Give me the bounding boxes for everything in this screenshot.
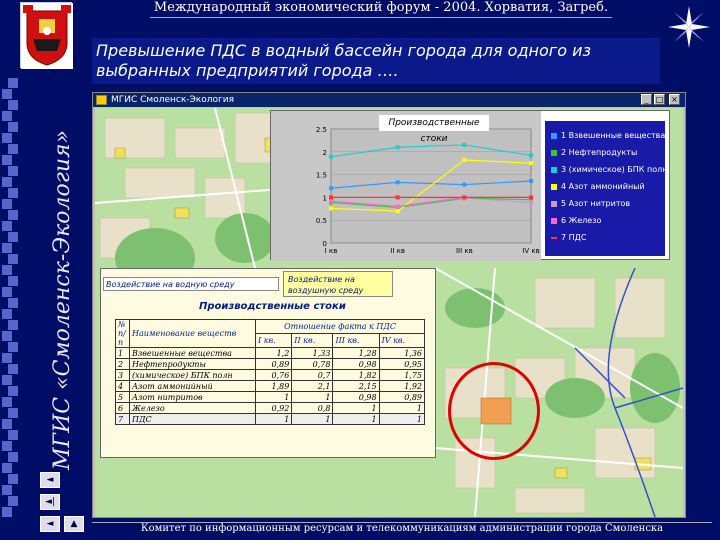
row-no: 2 <box>116 359 130 370</box>
data-point <box>396 145 400 149</box>
legend-swatch <box>551 184 557 190</box>
decorative-square <box>8 496 18 506</box>
legend-swatch <box>551 150 557 156</box>
row-value: 0,89 <box>256 359 292 370</box>
footer-text: Комитет по информационным ресурсам и телекоммуникациям администрации города Смоленска <box>92 522 712 538</box>
row-value: 1,75 <box>379 370 424 381</box>
data-point <box>396 195 400 199</box>
legend-swatch <box>551 218 557 224</box>
legend-item: 6 Железо <box>551 216 601 225</box>
col-no-header: № п/п <box>116 320 130 348</box>
row-name: ПДС <box>130 414 256 425</box>
left-decorative-strip <box>0 0 28 540</box>
first-slide-icon[interactable]: ◄| <box>40 494 60 510</box>
decorative-square <box>8 188 18 198</box>
decorative-square <box>8 364 18 374</box>
row-value: 0,76 <box>256 370 292 381</box>
decorative-square <box>2 397 12 407</box>
row-no: 1 <box>116 348 130 359</box>
row-value: 1,36 <box>379 348 424 359</box>
window-title: МГИС Смоленск-Экология <box>111 95 234 105</box>
discharge-table <box>115 319 425 425</box>
x-tick-label: IV кв <box>522 247 540 255</box>
table-row[interactable] <box>116 359 425 370</box>
data-point <box>329 206 333 210</box>
row-value: 0,98 <box>333 392 379 403</box>
table-row[interactable] <box>116 381 425 392</box>
legend-swatch <box>551 167 557 173</box>
data-point <box>529 153 533 157</box>
vertical-system-title: МГИС «Смоленск-Экология» <box>50 129 75 470</box>
minimize-button[interactable]: _ <box>641 94 652 105</box>
row-value: 0,92 <box>256 403 292 414</box>
prev-slide-icon[interactable]: ◄ <box>40 516 60 532</box>
decorative-square <box>8 144 18 154</box>
decorative-square <box>2 177 12 187</box>
row-value: 1 <box>256 392 292 403</box>
pollution-table-panel <box>100 268 436 458</box>
row-value: 0,7 <box>292 370 333 381</box>
decorative-square <box>2 265 12 275</box>
data-point <box>462 195 466 199</box>
decorative-square <box>8 210 18 220</box>
y-tick-label: 2.5 <box>315 126 327 134</box>
row-value: 0,89 <box>379 392 424 403</box>
row-value: 0,78 <box>292 359 333 370</box>
decorative-square <box>8 78 18 88</box>
y-tick-label: 0.5 <box>315 217 327 226</box>
row-value: 1 <box>379 403 424 414</box>
decorative-square <box>8 122 18 132</box>
decorative-square <box>2 463 12 473</box>
decorative-square <box>2 155 12 165</box>
tab-air-impact[interactable]: Воздействие на воздушную среду <box>283 271 393 297</box>
data-point <box>396 205 400 209</box>
legend-item: 5 Азот нитритов <box>551 199 630 208</box>
compass-rose-icon <box>666 4 712 50</box>
legend-swatch <box>551 201 557 207</box>
x-tick-label: I кв <box>324 247 338 255</box>
table-row[interactable] <box>116 370 425 381</box>
row-value: 2,15 <box>333 381 379 392</box>
legend-item: 4 Азот аммонийный <box>551 182 645 191</box>
decorative-square <box>2 133 12 143</box>
decorative-square <box>8 386 18 396</box>
quarter-header: IV кв. <box>379 334 424 348</box>
table-row[interactable] <box>116 414 425 425</box>
decorative-square <box>2 419 12 429</box>
data-point <box>529 195 533 199</box>
legend-swatch <box>551 133 557 139</box>
decorative-square <box>2 221 12 231</box>
decorative-square <box>2 331 12 341</box>
maximize-button[interactable]: □ <box>655 95 664 104</box>
col-name-header: Наименование веществ <box>130 320 256 348</box>
decorative-square <box>2 441 12 451</box>
row-value: 1,89 <box>256 381 292 392</box>
decorative-square <box>8 474 18 484</box>
data-point <box>329 155 333 159</box>
decorative-square <box>2 243 12 253</box>
decorative-square <box>8 452 18 462</box>
data-point <box>462 143 466 147</box>
decorative-square <box>2 507 12 517</box>
row-value: 1 <box>256 414 292 425</box>
row-no: 3 <box>116 370 130 381</box>
data-point <box>529 161 533 165</box>
decorative-square <box>8 408 18 418</box>
table-row[interactable] <box>116 392 425 403</box>
x-tick-label: II кв <box>390 247 406 255</box>
row-value: 2,1 <box>292 381 333 392</box>
data-point <box>462 183 466 187</box>
row-value: 1,82 <box>333 370 379 381</box>
home-icon[interactable]: ▲ <box>64 516 84 532</box>
quarter-header: III кв. <box>333 334 379 348</box>
col-ratio-header: Отношение факта к ПДС <box>256 320 425 334</box>
row-name: Взвешенные вещества <box>130 348 256 359</box>
decorative-square <box>2 199 12 209</box>
legend-swatch <box>551 237 557 239</box>
enterprise-highlight-circle <box>448 362 540 460</box>
legend-item: 1 Взвешенные вещества <box>551 131 665 140</box>
chart-panel <box>270 110 670 260</box>
row-no: 4 <box>116 381 130 392</box>
decorative-square <box>2 485 12 495</box>
decorative-square <box>2 111 12 121</box>
data-point <box>462 158 466 162</box>
quarter-header: I кв. <box>256 334 292 348</box>
data-point <box>329 199 333 203</box>
row-value: 1 <box>333 414 379 425</box>
row-no: 5 <box>116 392 130 403</box>
row-no: 6 <box>116 403 130 414</box>
row-name: (химическое) БПК полн <box>130 370 256 381</box>
data-point <box>396 180 400 184</box>
y-tick-label: 2 <box>322 148 327 157</box>
row-name: Азот нитритов <box>130 392 256 403</box>
decorative-square <box>8 276 18 286</box>
close-button[interactable]: × <box>669 94 680 105</box>
table-title: Производственные стоки <box>199 301 346 312</box>
row-value: 1 <box>292 392 333 403</box>
decorative-square <box>8 430 18 440</box>
legend-item: 7 ПДС <box>551 233 586 242</box>
app-icon <box>96 95 107 105</box>
row-name: Азот аммонийный <box>130 381 256 392</box>
line-chart <box>271 111 541 261</box>
data-point <box>529 179 533 183</box>
row-value: 0,98 <box>333 359 379 370</box>
decorative-square <box>8 298 18 308</box>
chart-legend <box>545 121 671 256</box>
decorative-square <box>8 320 18 330</box>
tab-water-impact[interactable]: Воздействие на водную среду <box>103 277 279 291</box>
decorative-square <box>2 89 12 99</box>
row-value: 1 <box>379 414 424 425</box>
decorative-square <box>8 166 18 176</box>
slide-subtitle: Превышение ПДС в водный бассейн города для одного из выбранных предприятий города …. <box>92 38 660 84</box>
y-tick-label: 1 <box>322 194 327 203</box>
chart-title: Производственные стоки <box>379 115 489 131</box>
decorative-square <box>2 375 12 385</box>
data-point <box>329 186 333 190</box>
quarter-header: II кв. <box>292 334 333 348</box>
row-value: 1 <box>292 414 333 425</box>
row-value: 1,33 <box>292 348 333 359</box>
y-tick-label: 1.5 <box>315 171 327 180</box>
decorative-square <box>2 287 12 297</box>
forum-title: Международный экономический форум - 2004. Хорватия, Загреб. <box>150 0 612 18</box>
row-value: 1,92 <box>379 381 424 392</box>
legend-item: 3 (химическое) БПК полн. <box>551 165 670 174</box>
data-point <box>529 200 533 204</box>
data-point <box>329 195 333 199</box>
table-row[interactable] <box>116 403 425 414</box>
x-tick-label: III кв <box>455 247 473 255</box>
row-value: 1,2 <box>256 348 292 359</box>
row-value: 0,95 <box>379 359 424 370</box>
decorative-square <box>2 353 12 363</box>
sound-icon[interactable]: ◄ <box>40 472 60 488</box>
chart-area <box>271 111 541 261</box>
decorative-square <box>8 342 18 352</box>
data-point <box>396 209 400 213</box>
row-no: 7 <box>116 414 130 425</box>
row-value: 0,8 <box>292 403 333 414</box>
row-name: Нефтепродукты <box>130 359 256 370</box>
decorative-square <box>8 100 18 110</box>
table-row[interactable] <box>116 348 425 359</box>
row-value: 1,28 <box>333 348 379 359</box>
row-value: 1 <box>333 403 379 414</box>
y-tick-label: 0 <box>322 240 327 248</box>
decorative-square <box>8 232 18 242</box>
decorative-square <box>2 309 12 319</box>
legend-item: 2 Нефтепродукты <box>551 148 637 157</box>
decorative-square <box>8 254 18 264</box>
row-name: Железо <box>130 403 256 414</box>
window-titlebar[interactable] <box>93 93 685 107</box>
